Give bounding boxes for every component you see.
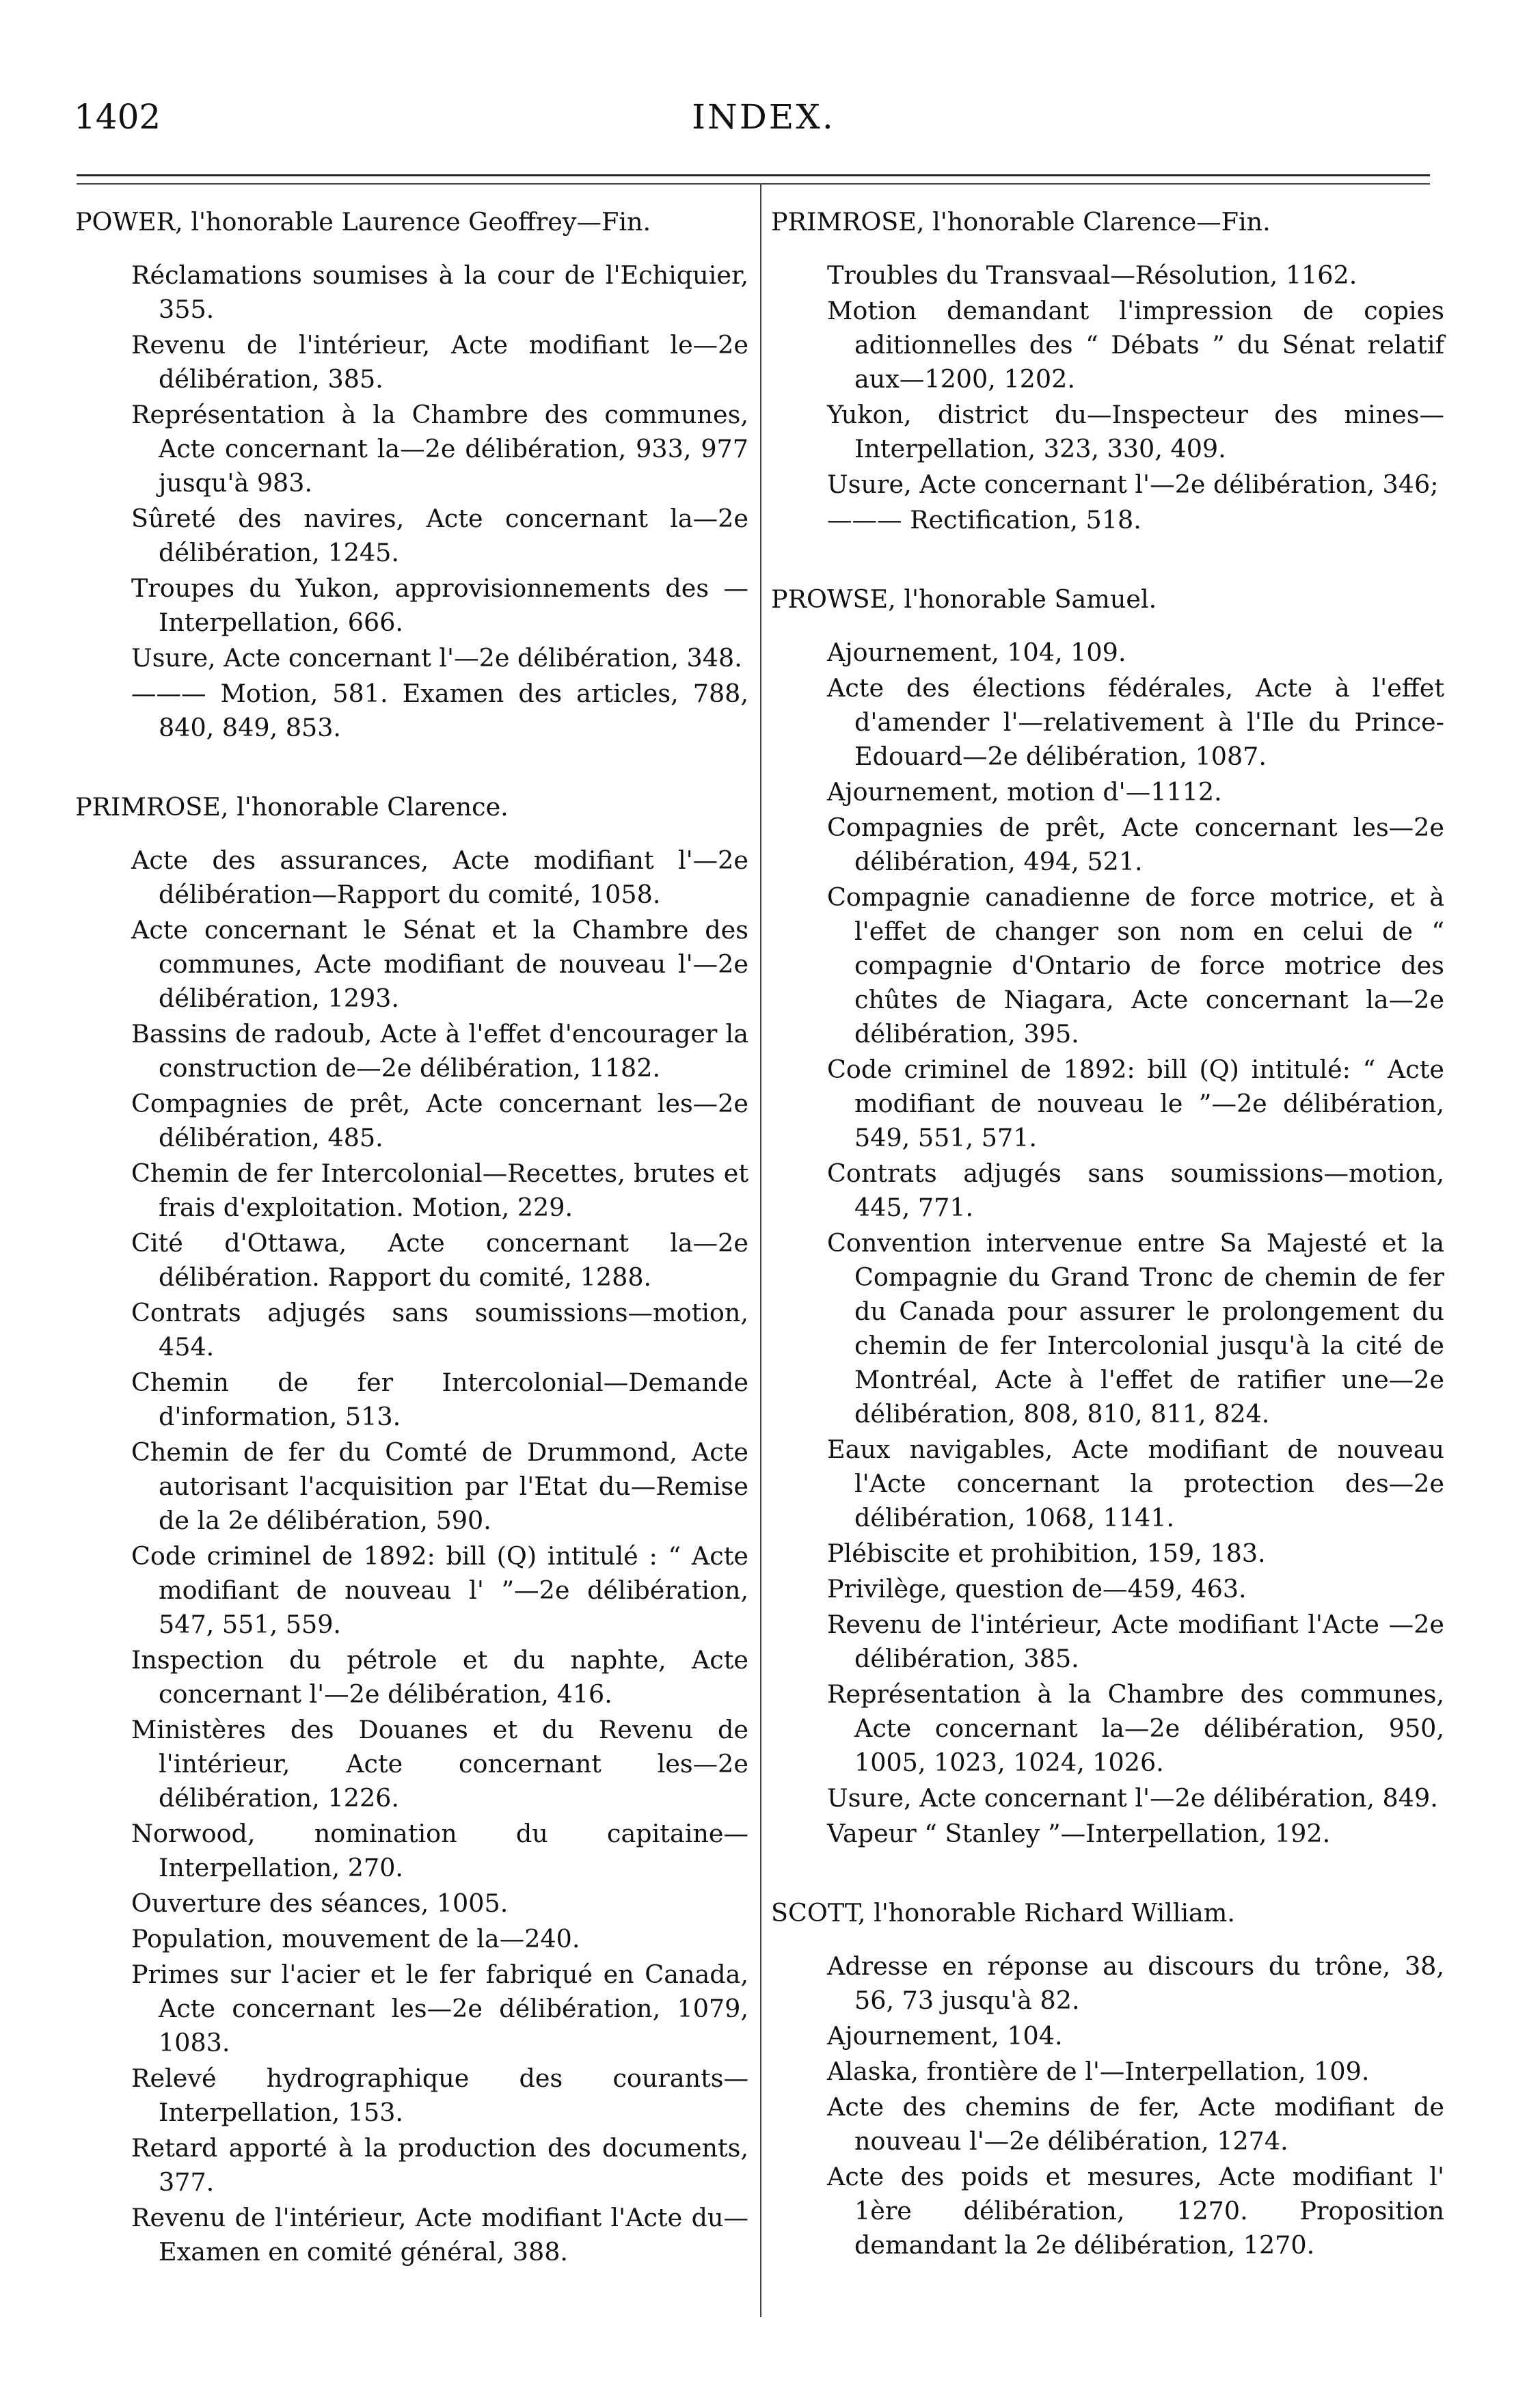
index-section <box>75 205 748 745</box>
index-entry: Usure, Acte concernant l'—2e délibération, 348. <box>131 643 742 673</box>
section-heading: SCOTT, l'honorable Richard William. <box>771 1898 1236 1927</box>
index-entry: Contrats adjugés sans soumissions—motion, 454. <box>131 1298 748 1362</box>
page-title: INDEX. <box>692 97 835 137</box>
section-heading: PRIMROSE, l'honorable Clarence. <box>75 792 509 822</box>
index-entry: Population, mouvement de la—240. <box>131 1924 580 1953</box>
index-entry: Sûreté des navires, Acte concernant la—2e délibération, 1245. <box>131 504 748 567</box>
index-entry: Compagnies de prêt, Acte concernant les—2e délibération, 485. <box>131 1089 748 1152</box>
index-entry: Plébiscite et prohibition, 159, 183. <box>827 1539 1266 1568</box>
index-entry: Adresse en réponse au discours du trône, 38, 56, 73 jusqu'à 82. <box>827 1951 1444 2015</box>
index-entry: Revenu de l'intérieur, Acte modifiant l'Acte du—Examen en comité général, 388. <box>131 2203 748 2267</box>
index-entry: ——— Rectification, 518. <box>827 505 1141 535</box>
index-entry: Troupes du Yukon, approvisionnements des —Interpellation, 666. <box>131 573 748 637</box>
section-heading: PRIMROSE, l'honorable Clarence—Fin. <box>771 207 1271 236</box>
index-section <box>771 1896 1444 2262</box>
index-entry: Ajournement, motion d'—1112. <box>827 777 1222 807</box>
index-entry: Ouverture des séances, 1005. <box>131 1889 509 1918</box>
index-section <box>75 790 748 2269</box>
index-entry: Usure, Acte concernant l'—2e délibération, 849. <box>827 1783 1438 1813</box>
index-entry: Représentation à la Chambre des communes, Acte concernant la—2e délibération, 950, 1005, 1023, 1024, 1026. <box>827 1679 1444 1777</box>
index-section <box>771 205 1444 537</box>
left-column <box>75 205 748 2271</box>
index-entry: Code criminel de 1892: bill (Q) intitulé : “ Acte modifiant de nouveau l' ”—2e délibération, 547, 551, 559. <box>131 1541 748 1639</box>
index-entry: Troubles du Transvaal—Résolution, 1162. <box>827 260 1357 290</box>
index-entry: Eaux navigables, Acte modifiant de nouveau l'Acte concernant la protection des—2e délibération, 1068, 1141. <box>827 1435 1444 1532</box>
index-entry: Cité d'Ottawa, Acte concernant la—2e délibération. Rapport du comité, 1288. <box>131 1228 748 1292</box>
page-number: 1402 <box>74 97 161 137</box>
index-entry: Alaska, frontière de l'—Interpellation, 109. <box>827 2057 1370 2086</box>
header-rule-secondary <box>77 183 1430 185</box>
index-entry: Privilège, question de—459, 463. <box>827 1574 1247 1604</box>
index-entry: Chemin de fer Intercolonial—Demande d'information, 513. <box>131 1368 748 1431</box>
index-entry: Inspection du pétrole et du naphte, Acte concernant l'—2e délibération, 416. <box>131 1645 748 1709</box>
header-rule <box>77 174 1430 176</box>
index-entry: Retard apporté à la production des documents, 377. <box>131 2133 748 2197</box>
index-entry: Chemin de fer Intercolonial—Recettes, brutes et frais d'exploitation. Motion, 229. <box>131 1159 748 1222</box>
index-entry: Acte des assurances, Acte modifiant l'—2e délibération—Rapport du comité, 1058. <box>131 845 748 909</box>
index-entry: Norwood, nomination du capitaine—Interpellation, 270. <box>131 1819 748 1882</box>
right-column <box>771 205 1444 2264</box>
index-entry: Compagnies de prêt, Acte concernant les—2e délibération, 494, 521. <box>827 813 1444 876</box>
index-entry: Code criminel de 1892: bill (Q) intitulé: “ Acte modifiant de nouveau le ”—2e délibération, 549, 551, 571. <box>827 1055 1444 1152</box>
index-section <box>771 582 1444 1851</box>
index-entry: Ministères des Douanes et du Revenu de l'intérieur, Acte concernant les—2e délibération, 1226. <box>131 1715 748 1813</box>
index-entry: Motion demandant l'impression de copies aditionnelles des “ Débats ” du Sénat relatif aux—1200, 1202. <box>827 296 1444 394</box>
index-entry: Convention intervenue entre Sa Majesté et la Compagnie du Grand Tronc de chemin de fer du Canada pour assurer le prolongement du chemin de fer Intercolonial jusqu'à la cité de Montréal, Acte à l'effet de ratifier une—2e délibération, 808, 810, 811, 824. <box>827 1228 1444 1429</box>
index-entry: Acte des élections fédérales, Acte à l'effet d'amender l'—relativement à l'Ile du Prince-Edouard—2e délibération, 1087. <box>827 673 1444 771</box>
column-divider <box>760 185 761 2317</box>
index-entry: Bassins de radoub, Acte à l'effet d'encourager la construction de—2e délibération, 1182. <box>131 1019 748 1083</box>
index-entry: Revenu de l'intérieur, Acte modifiant l'Acte —2e délibération, 385. <box>827 1610 1444 1673</box>
index-entry: Ajournement, 104, 109. <box>827 638 1126 667</box>
index-entry: Réclamations soumises à la cour de l'Echiquier, 355. <box>131 260 748 324</box>
index-entry: Relevé hydrographique des courants—Interpellation, 153. <box>131 2064 748 2127</box>
index-entry: Acte des chemins de fer, Acte modifiant de nouveau l'—2e délibération, 1274. <box>827 2092 1444 2156</box>
section-heading: POWER, l'honorable Laurence Geoffrey—Fin. <box>75 207 651 236</box>
index-entry: ——— Motion, 581. Examen des articles, 788, 840, 849, 853. <box>131 679 748 742</box>
section-heading: PROWSE, l'honorable Samuel. <box>771 584 1157 614</box>
index-entry: Usure, Acte concernant l'—2e délibération, 346; <box>827 470 1439 499</box>
index-entry: Primes sur l'acier et le fer fabriqué en Canada, Acte concernant les—2e délibération, 1079, 1083. <box>131 1960 748 2057</box>
index-entry: Acte concernant le Sénat et la Chambre des communes, Acte modifiant de nouveau l'—2e délibération, 1293. <box>131 915 748 1013</box>
index-entry: Vapeur “ Stanley ”—Interpellation, 192. <box>827 1819 1331 1848</box>
index-entry: Ajournement, 104. <box>827 2021 1063 2051</box>
index-entry: Acte des poids et mesures, Acte modifiant l' 1ère délibération, 1270. Proposition demandant la 2e délibération, 1270. <box>827 2162 1444 2260</box>
index-entry: Chemin de fer du Comté de Drummond, Acte autorisant l'acquisition par l'Etat du—Remise de la 2e délibération, 590. <box>131 1437 748 1535</box>
index-entry: Contrats adjugés sans soumissions—motion, 445, 771. <box>827 1159 1444 1222</box>
index-entry: Compagnie canadienne de force motrice, et à l'effet de changer son nom en celui de “ compagnie d'Ontario de force motrice des chûtes de Niagara, Acte concernant la—2e délibération, 395. <box>827 882 1444 1049</box>
index-entry: Représentation à la Chambre des communes, Acte concernant la—2e délibération, 933, 977 jusqu'à 983. <box>131 400 748 498</box>
index-entry: Revenu de l'intérieur, Acte modifiant le—2e délibération, 385. <box>131 330 748 394</box>
index-entry: Yukon, district du—Inspecteur des mines—Interpellation, 323, 330, 409. <box>827 400 1444 463</box>
